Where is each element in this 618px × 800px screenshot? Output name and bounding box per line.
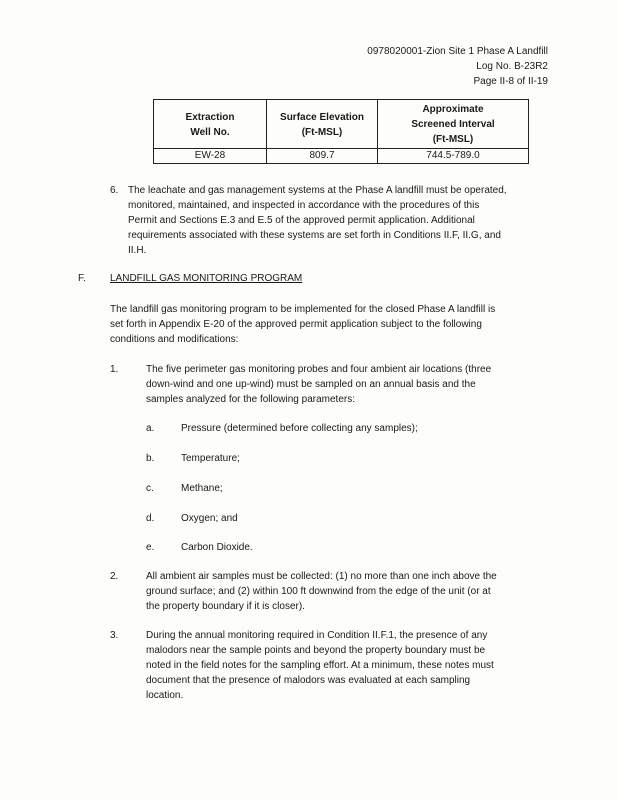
header-page-number: Page II-8 of II-19 (473, 76, 548, 87)
param-b-text: Temperature; (181, 453, 240, 464)
item-1-number: 1. (110, 364, 119, 375)
section-title: LANDFILL GAS MONITORING PROGRAM (110, 273, 303, 284)
header-surface-elevation: Surface Elevation (Ft-MSL) (267, 100, 378, 149)
cell-interval: 744.5-789.0 (378, 149, 529, 164)
param-d-letter: d. (146, 513, 155, 524)
param-e-text: Carbon Dioxide. (181, 542, 253, 553)
extraction-well-table (153, 99, 529, 164)
item-3-number: 3. (110, 630, 119, 641)
param-d-text: Oxygen; and (181, 513, 238, 524)
table-row (154, 149, 529, 164)
param-a-text: Pressure (determined before collecting any samples); (181, 423, 418, 434)
cell-elevation: 809.7 (267, 149, 378, 164)
item-2-text: All ambient air samples must be collected: (1) no more than one inch above the ground surface; and (2) within 100 ft downwind from the edge of the unit (or at the property boundary if it is closer). (146, 571, 497, 612)
table-header-row (154, 100, 529, 149)
param-e-letter: e. (146, 542, 155, 553)
cell-well: EW-28 (154, 149, 267, 164)
item-1-text: The five perimeter gas monitoring probes and four ambient air locations (three down-wind and one up-wind) must be sampled on an annual basis and the samples analyzed for the following parameters: (146, 364, 492, 405)
page-header (367, 44, 548, 89)
header-well-no: Extraction Well No. (154, 100, 267, 149)
header-log-number: Log No. B-23R2 (476, 61, 548, 72)
param-a-letter: a. (146, 423, 155, 434)
item-6-text: The leachate and gas management systems at the Phase A landfill must be operated, monitored, maintained, and inspected in accordance with the procedures of this Permit and Sections E.3 and E.5 of the approved permit application. Additional requirements associated with these systems are set forth in Conditions II.F, II.G, and II.H. (128, 185, 507, 256)
header-site-id: 0978020001-Zion Site 1 Phase A Landfill (367, 46, 548, 57)
param-c-letter: c. (146, 483, 154, 494)
item-6-number: 6. (110, 185, 119, 196)
item-3-text: During the annual monitoring required in Condition II.F.1, the presence of any malodors near the sample points and beyond the property boundary must be noted in the field notes for the sampling effort. At a minimum, these notes must document that the presence of malodors was evaluated at each sampling location. (146, 630, 494, 701)
item-2-number: 2. (110, 571, 119, 582)
header-screened-interval: Approximate Screened Interval (Ft-MSL) (378, 100, 529, 149)
section-letter: F. (78, 273, 86, 284)
param-c-text: Methane; (181, 483, 223, 494)
param-b-letter: b. (146, 453, 155, 464)
section-intro: The landfill gas monitoring program to be implemented for the closed Phase A landfill is set forth in Appendix E-20 of the approved permit application subject to the following conditions and modifications: (110, 304, 496, 345)
